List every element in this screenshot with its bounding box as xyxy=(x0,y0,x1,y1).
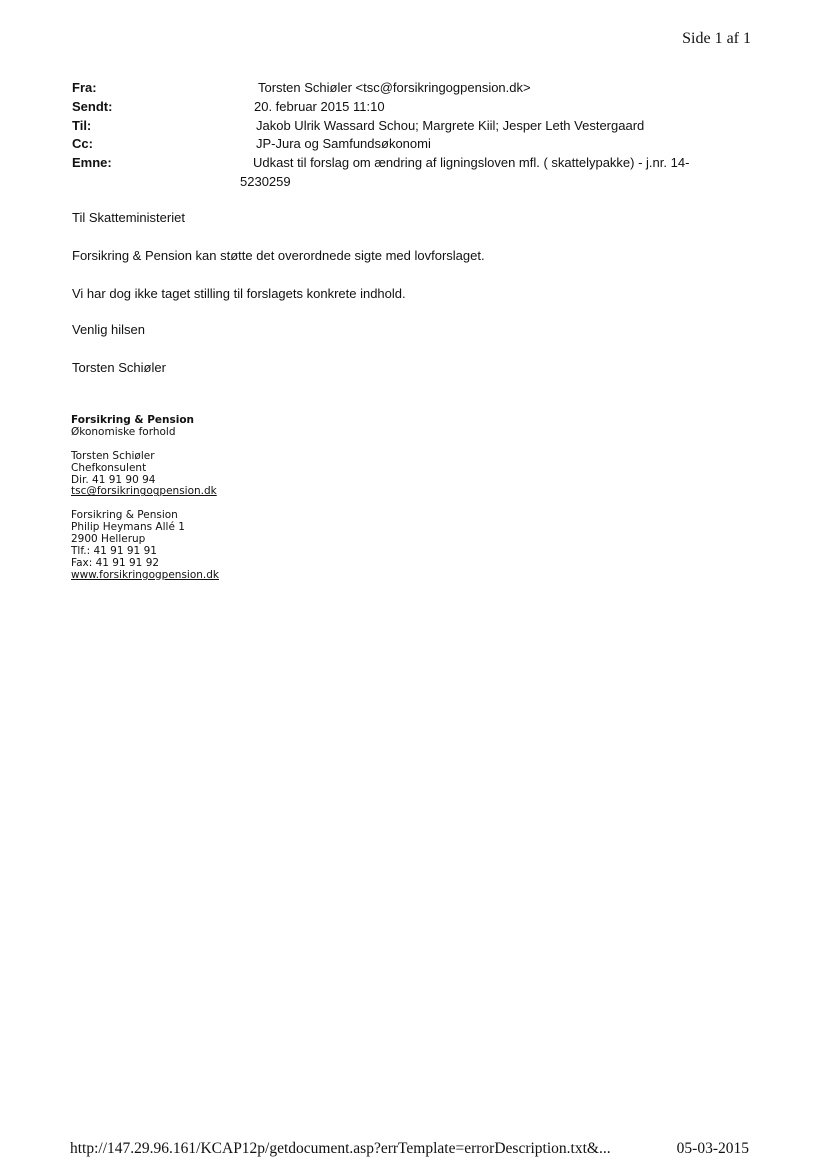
signature-fax: Fax: 41 91 91 92 xyxy=(71,556,160,569)
greeting: Til Skatteministeriet xyxy=(72,210,185,225)
to-value: Jakob Ulrik Wassard Schou; Margrete Kiil; Jesper Leth Vestergaard xyxy=(256,118,645,133)
signature-title: Chefkonsulent xyxy=(71,461,147,474)
signer-name: Torsten Schiøler xyxy=(72,360,166,375)
paragraph-1: Forsikring & Pension kan støtte det overordnede sigte med lovforslaget. xyxy=(72,248,485,263)
signature-website-link[interactable]: www.forsikringogpension.dk xyxy=(71,568,220,581)
subject-value-line1: Udkast til forslag om ændring af ligningsloven mfl. ( skattelypakke) - j.nr. 14- xyxy=(253,155,690,170)
signature-direct-phone: Dir. 41 91 90 94 xyxy=(71,473,156,486)
subject-label: Emne: xyxy=(72,155,112,170)
signature-block xyxy=(71,415,219,582)
signature-phone: Tlf.: 41 91 91 91 xyxy=(71,544,157,557)
sent-label: Sendt: xyxy=(72,99,113,114)
closing: Venlig hilsen xyxy=(72,322,145,337)
paragraph-2: Vi har dog ikke taget stilling til forslagets konkrete indhold. xyxy=(72,286,406,301)
from-value: Torsten Schiøler <tsc@forsikringogpension.dk> xyxy=(258,80,531,95)
sent-value: 20. februar 2015 11:10 xyxy=(254,99,385,114)
signature-city: 2900 Hellerup xyxy=(71,533,146,546)
from-label: Fra: xyxy=(72,80,97,95)
footer-url: http://147.29.96.161/KCAP12p/getdocument.asp?errTemplate=errorDescription.txt&... xyxy=(70,1140,611,1157)
signature-org-2: Forsikring & Pension xyxy=(71,509,178,522)
cc-label: Cc: xyxy=(72,136,93,151)
cc-value: JP-Jura og Samfundsøkonomi xyxy=(256,136,431,151)
subject-value-line2: 5230259 xyxy=(240,174,291,189)
signature-street: Philip Heymans Allé 1 xyxy=(71,521,185,534)
footer-date: 05-03-2015 xyxy=(676,1140,749,1157)
signature-name: Torsten Schiøler xyxy=(71,449,155,462)
to-label: Til: xyxy=(72,118,92,133)
signature-department: Økonomiske forhold xyxy=(71,425,176,438)
signature-email-link[interactable]: tsc@forsikringogpension.dk xyxy=(71,485,217,498)
page-number: Side 1 af 1 xyxy=(682,30,751,47)
signature-org: Forsikring & Pension xyxy=(71,414,195,426)
